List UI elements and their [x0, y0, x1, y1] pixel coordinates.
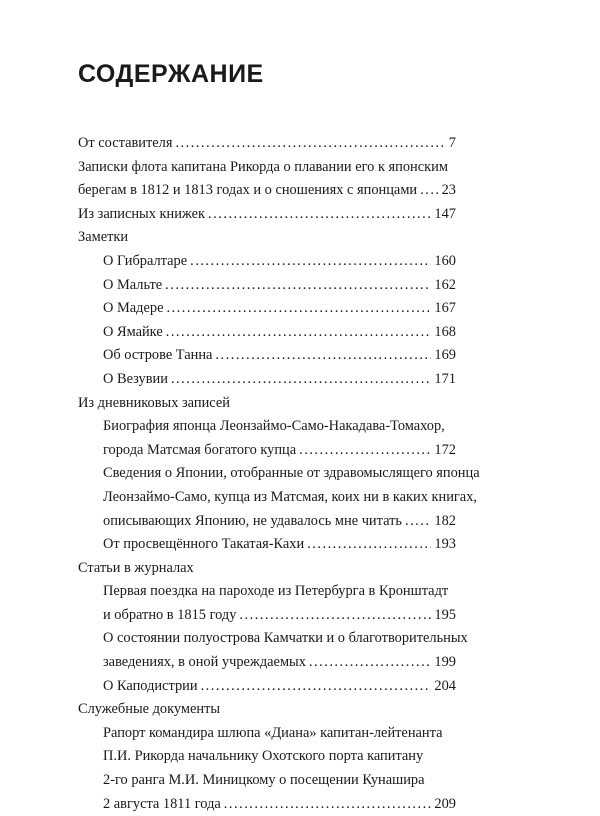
toc-page-number: 23: [441, 182, 456, 199]
toc-entry: [78, 415, 456, 462]
toc-entry-title: Об острове Танна: [103, 347, 213, 364]
toc-entry: [78, 203, 456, 227]
toc-entry: [78, 132, 456, 156]
toc-entry-title: 2 августа 1811 года: [103, 795, 221, 812]
toc-entry-title: Биография японца Леонзаймо-Само-Накадава-Томахор,: [103, 418, 445, 435]
toc-entry: [78, 462, 480, 533]
dot-leader: [299, 439, 431, 463]
toc-page-number: 162: [434, 276, 456, 293]
toc-entry-title: Рапорт командира шлюпа «Диана» капитан-лейтенанта: [103, 724, 443, 741]
dot-leader: [166, 321, 432, 345]
toc-entry: [78, 344, 456, 368]
toc-entry: [78, 722, 456, 816]
toc-entry-line: [78, 604, 456, 628]
toc-entry-line: [78, 675, 456, 699]
toc-entry: [78, 392, 456, 416]
toc-entry-line: [78, 698, 456, 722]
toc-entry-title: О Каподистрии: [103, 677, 198, 694]
dot-leader: [201, 675, 432, 699]
dot-leader: [171, 368, 431, 392]
toc-entry-line: [78, 132, 456, 156]
toc-entry-line: [78, 793, 456, 816]
toc-entry-line: [78, 226, 456, 250]
toc-entry: [78, 675, 456, 699]
toc-entry-title: Из дневниковых записей: [78, 394, 230, 411]
dot-leader: [165, 274, 431, 298]
toc-entry-title: Заметки: [78, 229, 129, 246]
toc-entry: [78, 321, 456, 345]
toc-page-number: 147: [434, 205, 456, 222]
toc-entry-title: и обратно в 1815 году: [103, 606, 237, 623]
toc-entry-title: О состоянии полуострова Камчатки и о благотворительных: [103, 630, 468, 647]
toc-entry-line: [78, 344, 456, 368]
toc-entry-line: [78, 439, 456, 463]
dot-leader: [215, 344, 431, 368]
toc-entry-line: [78, 580, 456, 604]
toc-entry-title: Из записных книжек: [78, 205, 206, 222]
toc-entry-title: 2-го ранга М.И. Миницкому о посещении Кунашира: [103, 772, 425, 789]
toc-entry-line: [78, 627, 468, 651]
page-title: СОДЕРЖАНИЕ: [78, 60, 264, 88]
toc-entry-title: Статьи в журналах: [78, 559, 194, 576]
dot-leader: [420, 179, 438, 203]
toc-entry: [78, 698, 456, 722]
toc-entry: [78, 226, 456, 250]
dot-leader: [307, 533, 431, 557]
toc-page-number: 160: [434, 252, 456, 269]
toc-entry: [78, 533, 456, 557]
toc-entry-line: [78, 321, 456, 345]
toc-entry: [78, 297, 456, 321]
toc-entry-line: [78, 368, 456, 392]
toc-entry: [78, 580, 456, 627]
toc-entry-line: [78, 557, 456, 581]
toc-entry-title: О Мадере: [103, 300, 164, 317]
table-of-contents: [78, 132, 480, 816]
toc-entry-title: О Везувии: [103, 370, 168, 387]
toc-page-number: 199: [434, 654, 456, 671]
toc-page-number: 209: [434, 795, 456, 812]
toc-entry-line: [78, 651, 456, 675]
dot-leader: [405, 510, 431, 534]
toc-page-number: 172: [434, 441, 456, 458]
toc-entry-title: Сведения о Японии, отобранные от здравомыслящего японца: [103, 465, 480, 482]
toc-entry: [78, 250, 456, 274]
toc-page-number: 167: [434, 300, 456, 317]
toc-entry-title: Записки флота капитана Рикорда о плавании его к японским: [78, 158, 448, 175]
toc-page-number: 171: [434, 370, 456, 387]
toc-entry-line: [78, 462, 480, 486]
toc-page-number: 204: [434, 677, 456, 694]
toc-entry-line: [78, 722, 456, 746]
toc-entry-line: [78, 415, 456, 439]
toc-entry-title: П.И. Рикорда начальнику Охотского порта капитану: [103, 748, 424, 765]
toc-page-number: 168: [434, 323, 456, 340]
dot-leader: [175, 132, 445, 156]
toc-entry-line: [78, 156, 456, 180]
toc-entry: [78, 557, 456, 581]
toc-entry-title: Леонзаймо-Само, купца из Матсмая, коих ни в каких книгах,: [103, 488, 477, 505]
toc-entry-title: Служебные документы: [78, 701, 221, 718]
toc-entry-line: [78, 250, 456, 274]
toc-page-number: 169: [434, 347, 456, 364]
toc-entry: [78, 368, 456, 392]
toc-entry-title: О Гибралтаре: [103, 252, 188, 269]
toc-entry-title: О Ямайке: [103, 323, 163, 340]
toc-entry: [78, 274, 456, 298]
toc-entry-line: [78, 203, 456, 227]
toc-entry-title: От просвещённого Такатая-Кахи: [103, 536, 305, 553]
dot-leader: [239, 604, 431, 628]
toc-page-number: 7: [448, 135, 456, 151]
dot-leader: [166, 297, 431, 321]
toc-entry-line: [78, 392, 456, 416]
toc-entry-title: описывающих Японию, не удавалось мне читать: [103, 512, 402, 529]
toc-entry-line: [78, 745, 456, 769]
toc-entry-title: города Матсмая богатого купца: [103, 441, 297, 458]
toc-entry: [78, 156, 456, 203]
toc-entry-title: заведениях, в оной учреждаемых: [103, 654, 306, 671]
toc-page-number: 195: [434, 606, 456, 623]
dot-leader: [208, 203, 431, 227]
toc-entry-title: Первая поездка на пароходе из Петербурга в Кронштадт: [103, 583, 449, 600]
toc-page-number: 182: [434, 512, 456, 529]
toc-entry-title: От составителя: [78, 135, 173, 151]
toc-page-number: 193: [434, 536, 456, 553]
dot-leader: [224, 793, 432, 816]
toc-entry-line: [78, 179, 456, 203]
toc-entry-title: О Мальте: [103, 276, 163, 293]
toc-entry-line: [78, 510, 456, 534]
toc-entry-line: [78, 486, 477, 510]
toc-entry-line: [78, 769, 456, 793]
toc-entry-title: берегам в 1812 и 1813 годах и о сношениях с японцами: [78, 182, 418, 199]
toc-entry-line: [78, 533, 456, 557]
dot-leader: [190, 250, 431, 274]
toc-entry: [78, 627, 468, 674]
toc-entry-line: [78, 274, 456, 298]
dot-leader: [309, 651, 431, 675]
toc-entry-line: [78, 297, 456, 321]
